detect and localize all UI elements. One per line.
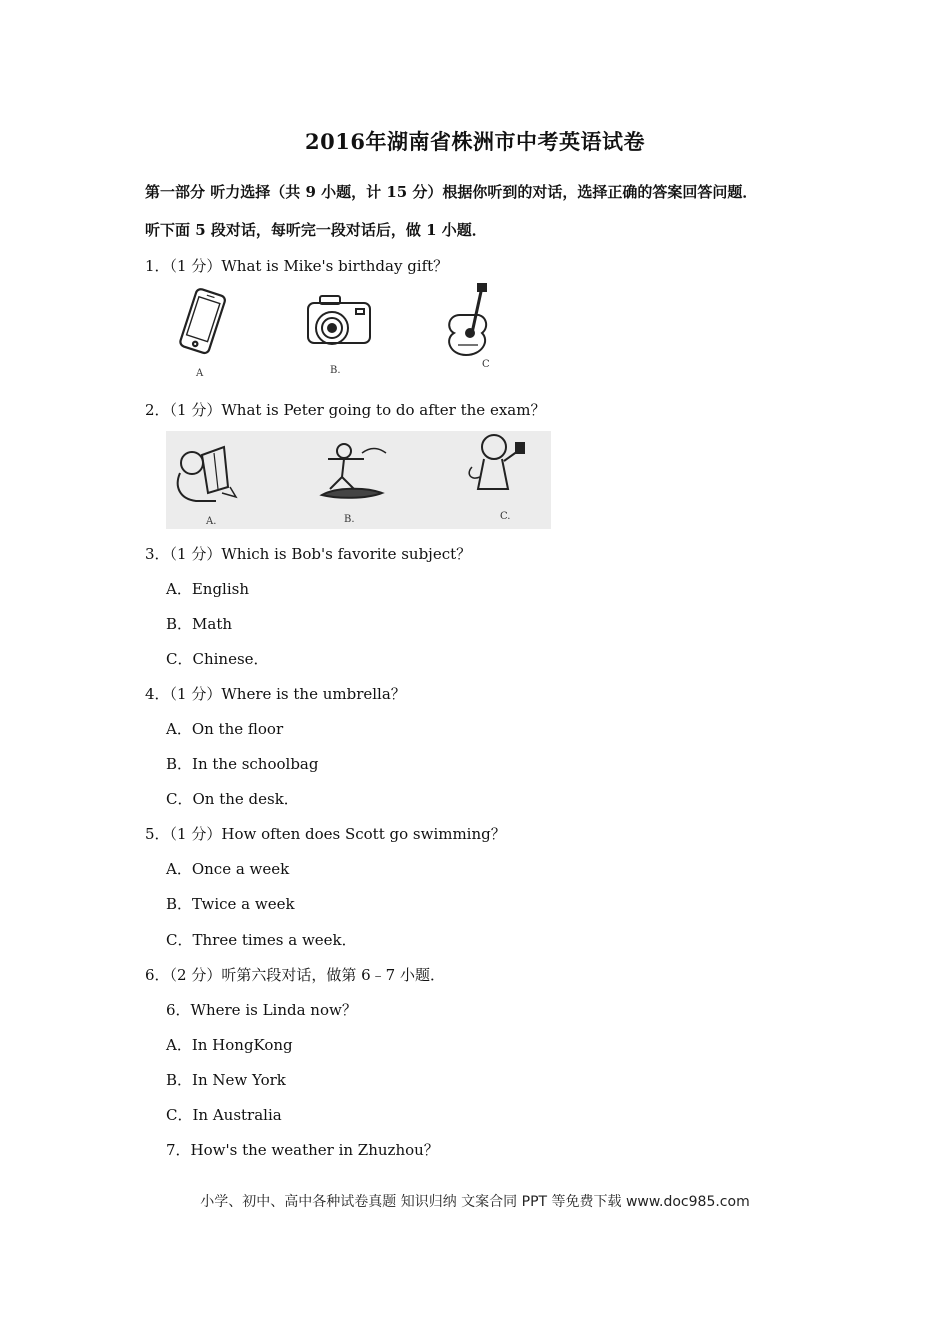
question-text: What is Mike's birthday gift？ — [221, 257, 449, 275]
picture-caption: A. — [206, 516, 217, 527]
option-c: C．In Australia — [166, 1106, 282, 1124]
question-score: （1 分） — [169, 401, 222, 419]
question-score: （1 分） — [169, 825, 222, 843]
question-number: 5． — [145, 825, 170, 843]
question-4 — [145, 684, 406, 704]
picture-caption: B. — [330, 365, 341, 376]
option-a: A．In HongKong — [166, 1036, 293, 1054]
option-c: C．On the desk． — [166, 790, 299, 808]
question-score: （2 分） — [169, 966, 222, 984]
question-text: 听第六段对话，做第 6﹣7 小题． — [221, 966, 445, 984]
option-b: B．In the schoolbag — [166, 755, 319, 773]
option-c: C．Three times a week． — [166, 931, 357, 949]
smartphone-icon — [179, 288, 226, 354]
section-instruction: 听下面 5 段对话，每听完一段对话后，做 1 小题． — [145, 221, 487, 239]
subquestion-6: 6．Where is Linda now？ — [166, 1001, 357, 1019]
question-text: Which is Bob's favorite subject？ — [221, 545, 472, 563]
question-score: （1 分） — [169, 257, 222, 275]
question-5 — [145, 824, 506, 844]
page-footer: 小学、初中、高中各种试卷真题 知识归纳 文案合同 PPT 等免费下载 www.doc985.com — [200, 1194, 750, 1210]
question-2-pictures — [166, 431, 551, 529]
question-text: What is Peter going to do after the exam？ — [221, 401, 546, 419]
camera-icon — [308, 296, 370, 344]
question-number: 3． — [145, 545, 170, 563]
picture-caption: C. — [500, 511, 511, 522]
question-score: （1 分） — [169, 685, 222, 703]
question-3 — [145, 544, 471, 564]
question-number: 6． — [145, 966, 170, 984]
question-2 — [145, 400, 545, 420]
question-1 — [145, 256, 448, 276]
question-number: 2． — [145, 401, 170, 419]
question-number: 1． — [145, 257, 170, 275]
subquestion-7: 7．How's the weather in Zhuzhou？ — [166, 1141, 439, 1159]
question-score: （1 分） — [169, 545, 222, 563]
question-number: 4． — [145, 685, 170, 703]
option-a: A．Once a week — [166, 860, 290, 878]
guitar-icon — [449, 283, 486, 355]
option-c: C．Chinese． — [166, 650, 269, 668]
question-text: How often does Scott go swimming？ — [221, 825, 506, 843]
question-1-pictures — [160, 283, 540, 378]
picture-caption: C — [482, 359, 490, 370]
page-title: 2016年湖南省株洲市中考英语试卷 — [305, 129, 645, 154]
picture-caption: B. — [344, 514, 355, 525]
question-6 — [145, 965, 445, 985]
option-a: A．English — [166, 580, 249, 598]
option-a: A．On the floor — [166, 720, 284, 738]
option-b: B．Math — [166, 615, 233, 633]
picture-caption: A — [196, 368, 204, 378]
question-text: Where is the umbrella？ — [221, 685, 406, 703]
option-b: B．In New York — [166, 1071, 286, 1089]
option-b: B．Twice a week — [166, 895, 295, 913]
section-heading: 第一部分 听力选择（共 9 小题，计 15 分）根据你听到的对话，选择正确的答案回答问题． — [145, 183, 758, 201]
